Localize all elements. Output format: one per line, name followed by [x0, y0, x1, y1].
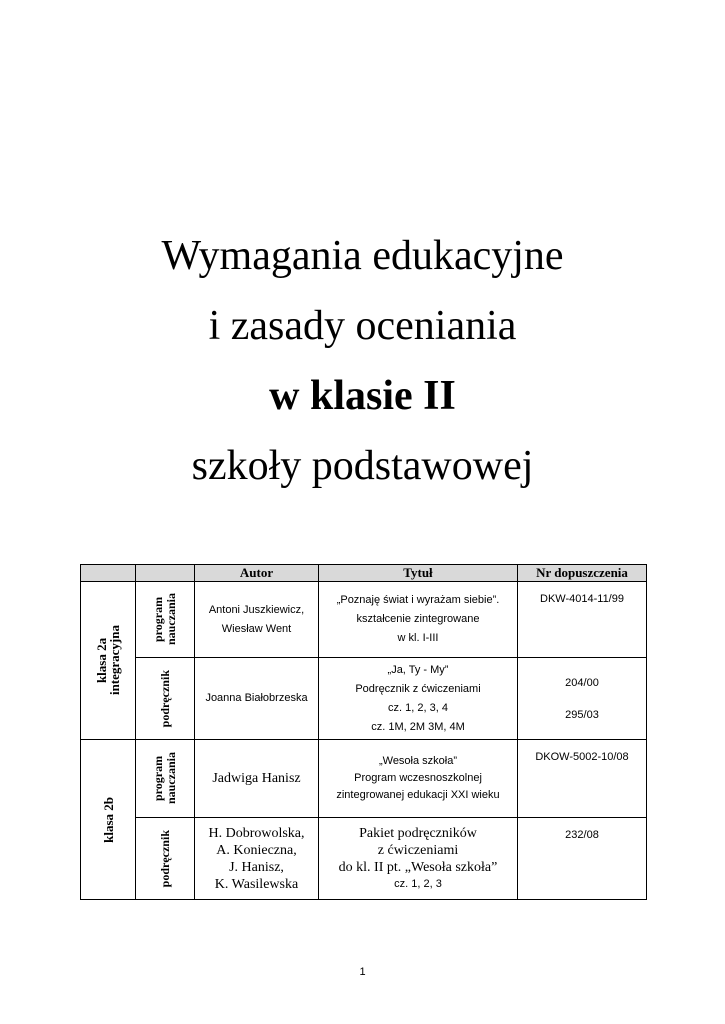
- table-row: [81, 740, 647, 818]
- page-number: 1: [359, 966, 366, 978]
- type-label-cell: [136, 658, 195, 740]
- header-empty-2: [136, 565, 195, 582]
- tytul-cell: „Ja, Ty - My” Podręcznik z ćwiczeniami cz. 1, 2, 3, 4 cz. 1M, 2M 3M, 4M: [319, 658, 518, 740]
- type-label: program nauczania: [151, 752, 178, 805]
- type-label-cell: [136, 582, 195, 658]
- table-row: [81, 818, 647, 900]
- header-autor: Autor: [195, 565, 319, 582]
- autor-cell: Joanna Białobrzeska: [195, 658, 319, 740]
- type-label-cell: [136, 818, 195, 900]
- header-empty-1: [81, 565, 136, 582]
- title-line-3: w klasie II: [269, 373, 456, 419]
- table-row: [81, 658, 647, 740]
- type-label: podręcznik: [157, 669, 172, 728]
- tytul-cell: „Wesoła szkoła” Program wczesnoszkolnej zintegrowanej edukacji XXI wieku: [319, 740, 518, 818]
- type-label: podręcznik: [157, 829, 172, 888]
- class-label: klasa 2a integracyjna: [94, 625, 122, 696]
- class-label-cell: [81, 582, 136, 740]
- class-label: klasa 2b: [100, 796, 116, 843]
- nr-cell: DKOW-5002-10/08: [518, 740, 647, 818]
- type-label: program nauczania: [151, 593, 178, 646]
- table-header-row: [81, 565, 647, 582]
- title-line-2: i zasady oceniania: [208, 303, 517, 349]
- header-nr: Nr dopuszczenia: [518, 565, 647, 582]
- tytul-cell: „Poznaję świat i wyrażam siebie”. kształcenie zintegrowane w kl. I-III: [319, 582, 518, 658]
- autor-cell: Antoni Juszkiewicz, Wiesław Went: [195, 582, 319, 658]
- type-label-cell: [136, 740, 195, 818]
- textbook-table: [80, 564, 647, 900]
- tytul-cell: Pakiet podręczników z ćwiczeniami do kl. II pt. „Wesoła szkoła” cz. 1, 2, 3: [319, 818, 518, 900]
- title-line-4: szkoły podstawowej: [191, 443, 534, 489]
- table-row: [81, 582, 647, 658]
- header-tytul: Tytuł: [319, 565, 518, 582]
- nr-cell: DKW-4014-11/99: [518, 582, 647, 658]
- nr-cell: 232/08: [518, 818, 647, 900]
- title-line-1: Wymagania edukacyjne: [161, 233, 564, 279]
- nr-cell: 204/00 295/03: [518, 658, 647, 740]
- autor-cell: H. Dobrowolska, A. Konieczna, J. Hanisz, K. Wasilewska: [195, 818, 319, 900]
- autor-cell: Jadwiga Hanisz: [195, 740, 319, 818]
- class-label-cell: [81, 740, 136, 900]
